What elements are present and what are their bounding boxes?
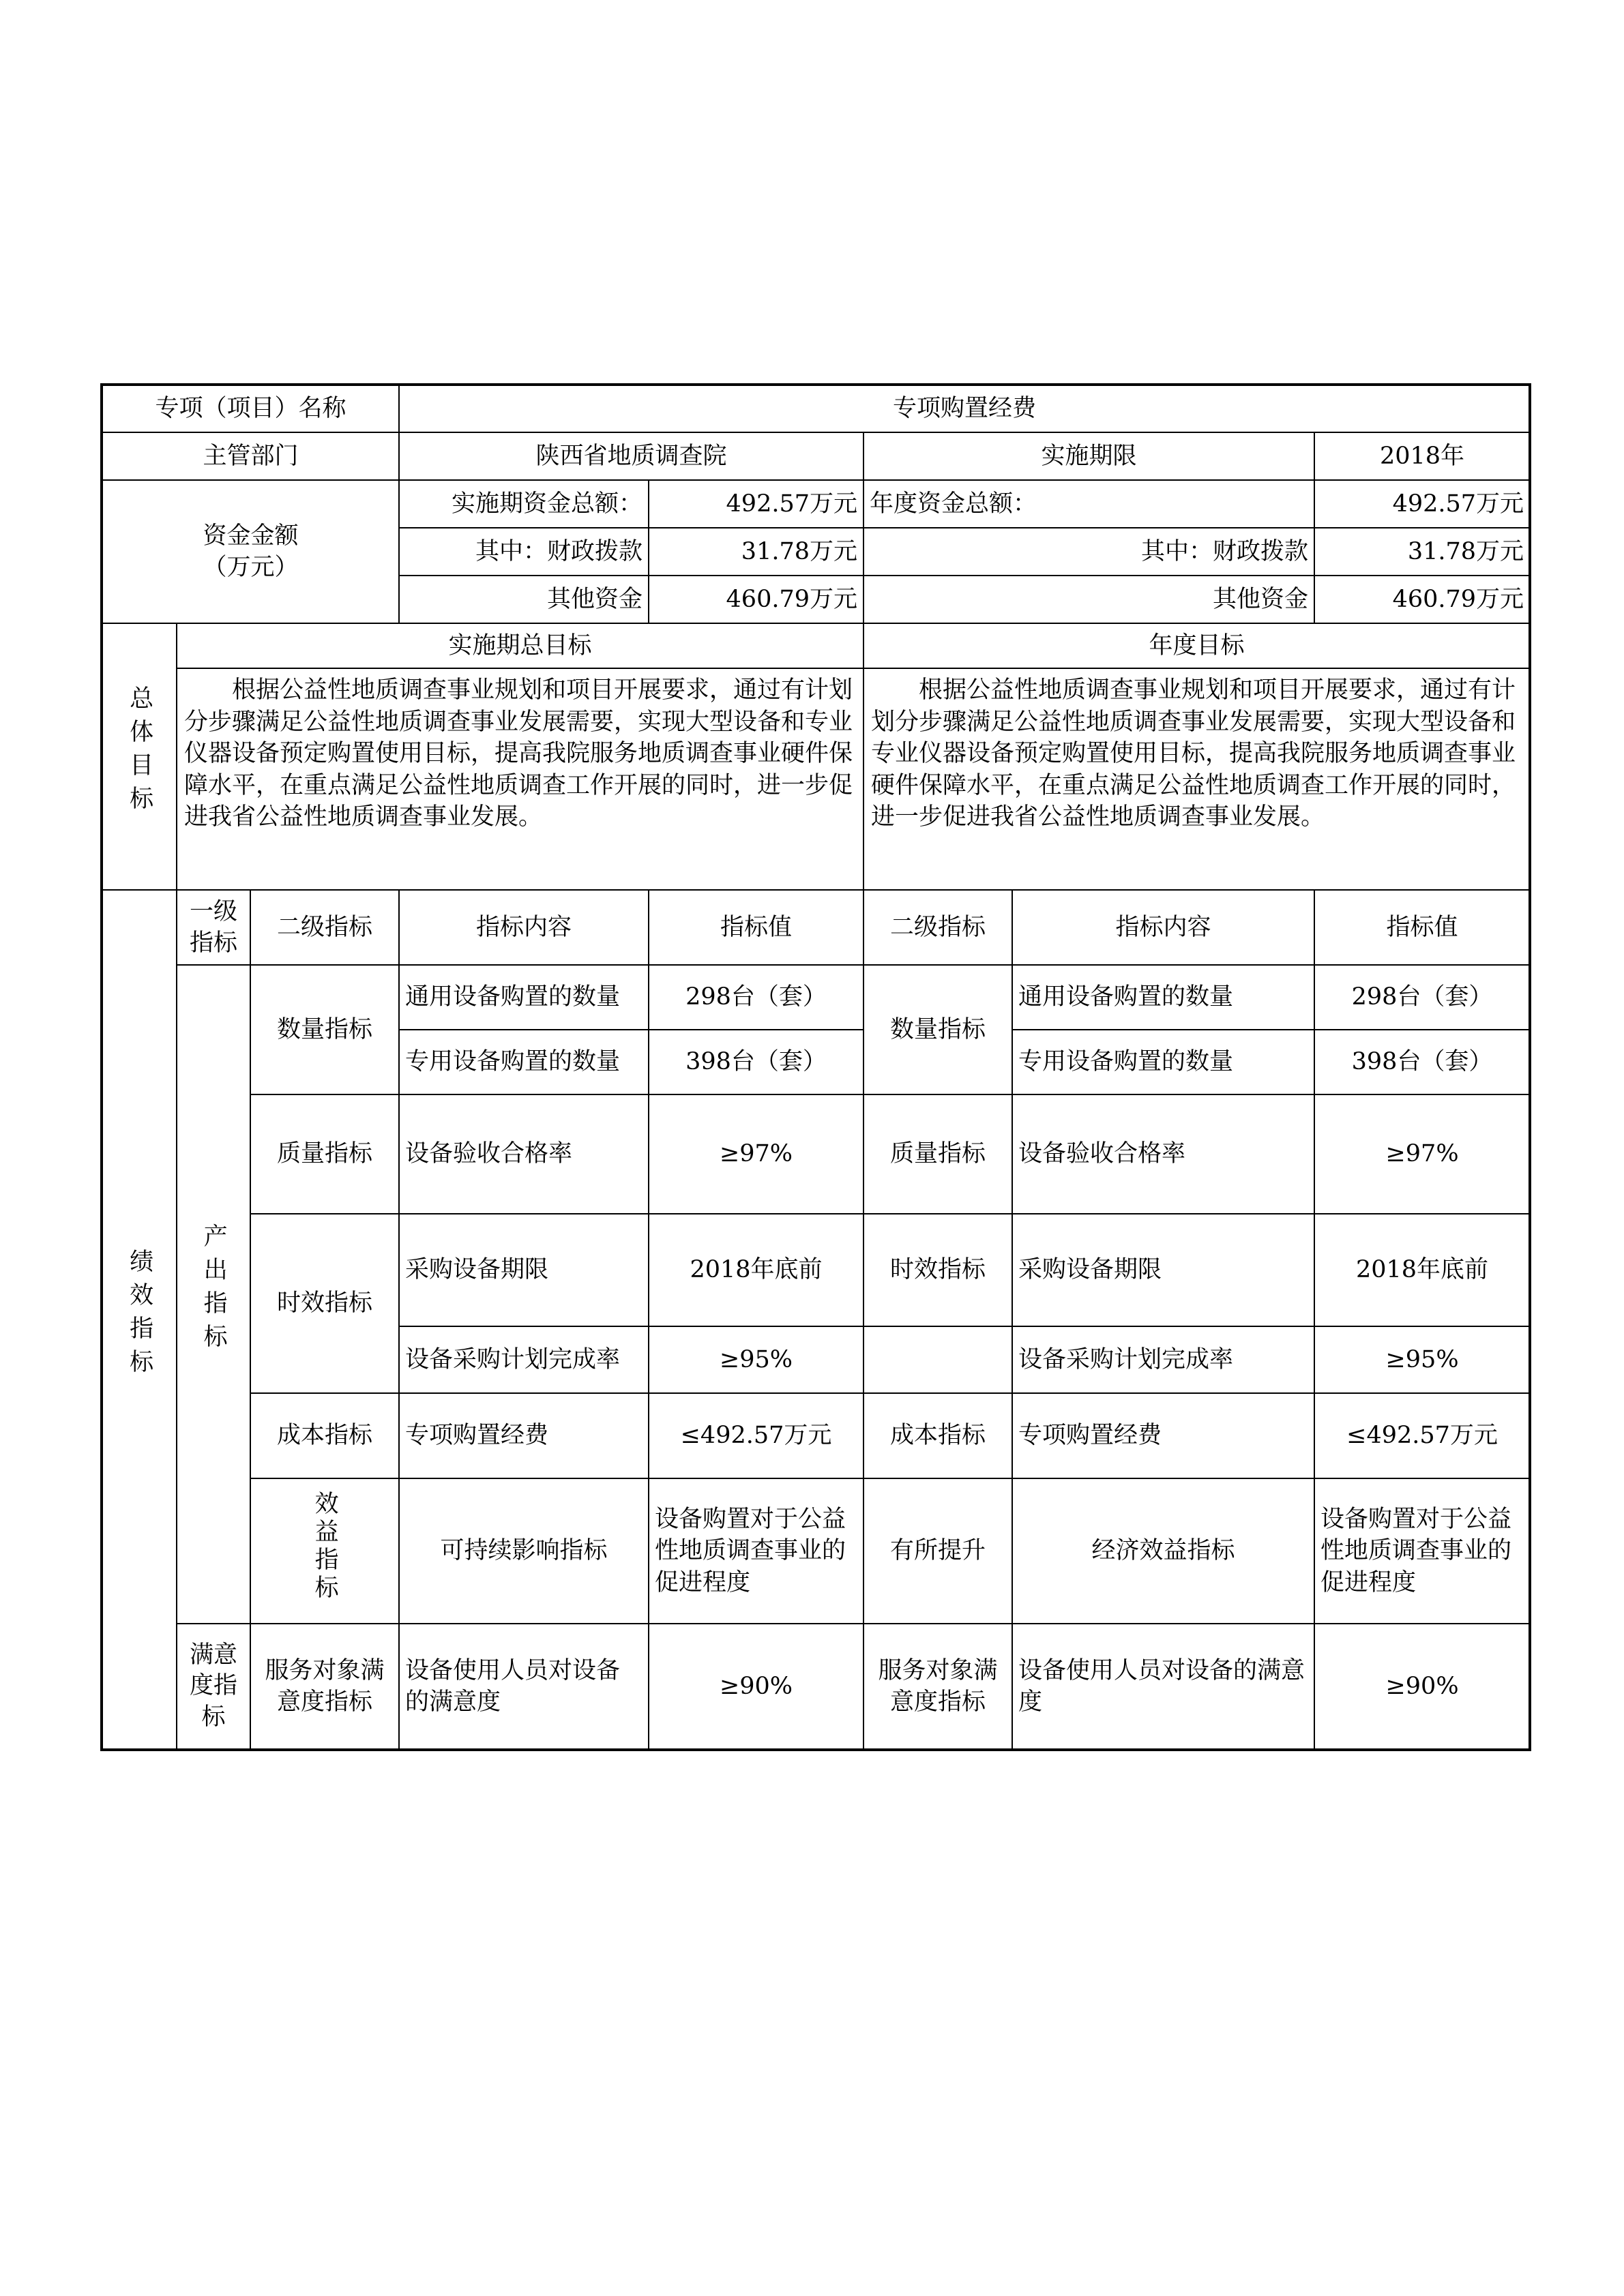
funds-label-line2: （万元） xyxy=(203,554,299,581)
quantity-r1-content: 通用设备购置的数量 xyxy=(399,965,649,1030)
output-label: 产出指标 xyxy=(200,1223,228,1357)
project-name-value: 专项购置经费 xyxy=(399,385,1530,432)
total-funds-label: 实施期资金总额： xyxy=(399,480,649,528)
satisfaction-label: 满意度指标 xyxy=(189,1641,237,1731)
content-header: 指标内容 xyxy=(399,890,649,965)
satisfaction-content: 设备使用人员对设备的满意度 xyxy=(399,1624,649,1750)
satisfaction-row xyxy=(102,1624,1530,1750)
performance-target-table xyxy=(100,383,1531,1751)
timeliness-r2-content: 设备采购计划完成率 xyxy=(399,1326,649,1393)
timeliness-r1-content-annual: 采购设备期限 xyxy=(1012,1214,1314,1326)
cost-label-annual: 成本指标 xyxy=(863,1393,1012,1478)
timeliness-r1-content: 采购设备期限 xyxy=(399,1214,649,1326)
quantity-r2-value: 398台（套） xyxy=(649,1030,863,1094)
period-value: 2018年 xyxy=(1314,432,1530,480)
department-row xyxy=(102,432,1530,480)
fiscal-funds-label: 其中：财政拨款 xyxy=(399,528,649,576)
perf-side-label: 绩效指标 xyxy=(126,1248,153,1382)
annual-total-funds-value: 492.57万元 xyxy=(1314,480,1530,528)
cost-value: ≤492.57万元 xyxy=(649,1393,863,1478)
timeliness-label-annual: 时效指标 xyxy=(863,1214,1012,1326)
fiscal-funds-value: 31.78万元 xyxy=(649,528,863,576)
cost-content-annual: 专项购置经费 xyxy=(1012,1393,1314,1478)
output-label-cell xyxy=(177,965,250,1624)
funds-label xyxy=(102,480,399,623)
cost-row xyxy=(102,1393,1530,1478)
satisfaction-value-annual: ≥90% xyxy=(1314,1624,1530,1750)
annual-other-funds-value: 460.79万元 xyxy=(1314,576,1530,623)
annual-fiscal-funds-label: 其中：财政拨款 xyxy=(863,528,1314,576)
period-goal-text-cell xyxy=(177,668,863,890)
benefit-label: 效益指标 xyxy=(311,1491,339,1603)
annual-fiscal-funds-value: 31.78万元 xyxy=(1314,528,1530,576)
annual-goal-text-cell xyxy=(863,668,1530,890)
satisfaction-content-annual: 设备使用人员对设备的满意度 xyxy=(1012,1624,1314,1750)
timeliness-r2-value: ≥95% xyxy=(649,1326,863,1393)
benefit-level2-label-annual: 经济效益指标 xyxy=(1012,1478,1314,1624)
quality-value: ≥97% xyxy=(649,1094,863,1214)
timeliness-r1-value-annual: 2018年底前 xyxy=(1314,1214,1530,1326)
other-funds-label: 其他资金 xyxy=(399,576,649,623)
quality-content: 设备验收合格率 xyxy=(399,1094,649,1214)
benefit-content: 设备购置对于公益性地质调查事业的促进程度 xyxy=(649,1478,863,1624)
funds-label-line1: 资金金额 xyxy=(203,522,299,550)
quality-value-annual: ≥97% xyxy=(1314,1094,1530,1214)
quantity-r1-content-annual: 通用设备购置的数量 xyxy=(1012,965,1314,1030)
cost-content: 专项购置经费 xyxy=(399,1393,649,1478)
period-goal-header: 实施期总目标 xyxy=(177,623,863,668)
quality-label: 质量指标 xyxy=(250,1094,399,1214)
cost-label: 成本指标 xyxy=(250,1393,399,1478)
quality-label-annual: 质量指标 xyxy=(863,1094,1012,1214)
quantity-r1-value-annual: 298台（套） xyxy=(1314,965,1530,1030)
level1-header: 一级指标 xyxy=(177,890,250,965)
annual-goal-header: 年度目标 xyxy=(863,623,1530,668)
benefit-row xyxy=(102,1478,1530,1624)
timeliness-row-1 xyxy=(102,1214,1530,1326)
benefit-level2-label: 可持续影响指标 xyxy=(399,1478,649,1624)
period-label: 实施期限 xyxy=(863,432,1314,480)
quantity-label: 数量指标 xyxy=(250,965,399,1094)
benefit-content-annual: 设备购置对于公益性地质调查事业的促进程度 xyxy=(1314,1478,1530,1624)
timeliness-label: 时效指标 xyxy=(250,1214,399,1393)
perf-side-label-cell xyxy=(102,890,177,1750)
quantity-r1-value: 298台（套） xyxy=(649,965,863,1030)
content-header-annual: 指标内容 xyxy=(1012,890,1314,965)
perf-header-row xyxy=(102,890,1530,965)
quantity-label-annual: 数量指标 xyxy=(863,965,1012,1094)
cost-value-annual: ≤492.57万元 xyxy=(1314,1393,1530,1478)
quality-row xyxy=(102,1094,1530,1214)
goals-header-row xyxy=(102,623,1530,668)
benefit-label-cell xyxy=(250,1478,399,1624)
department-label: 主管部门 xyxy=(102,432,399,480)
timeliness-r1-value: 2018年底前 xyxy=(649,1214,863,1326)
quality-content-annual: 设备验收合格率 xyxy=(1012,1094,1314,1214)
level2-header: 二级指标 xyxy=(250,890,399,965)
project-name-row xyxy=(102,385,1530,432)
satisfaction-value: ≥90% xyxy=(649,1624,863,1750)
performance-target-table-sheet xyxy=(100,383,1529,1746)
annual-goal-text: 根据公益性地质调查事业规划和项目开展要求，通过有计划分步骤满足公益性地质调查事业发展需要，实现大型设备和专业仪器设备预定购置使用目标，提高我院服务地质调查事业硬件保障水平，在重点满足公益性地质调查工作开展的同时，进一步促进我省公益性地质调查事业发展。 xyxy=(871,676,1516,831)
value-header: 指标值 xyxy=(649,890,863,965)
quantity-r2-content-annual: 专用设备购置的数量 xyxy=(1012,1030,1314,1094)
goals-text-row xyxy=(102,668,1530,890)
department-value: 陕西省地质调查院 xyxy=(399,432,863,480)
goals-side-label-cell xyxy=(102,623,177,890)
other-funds-value: 460.79万元 xyxy=(649,576,863,623)
annual-total-funds-label: 年度资金总额： xyxy=(863,480,1314,528)
timeliness-r2-content-annual: 设备采购计划完成率 xyxy=(1012,1326,1314,1393)
quantity-r2-content: 专用设备购置的数量 xyxy=(399,1030,649,1094)
value-header-annual: 指标值 xyxy=(1314,890,1530,965)
satisfaction-label-cell xyxy=(177,1624,250,1750)
level2-header-annual: 二级指标 xyxy=(863,890,1012,965)
goals-side-label: 总体目标 xyxy=(126,685,153,820)
satisfaction-level2-label-annual: 服务对象满意度指标 xyxy=(863,1624,1012,1750)
benefit-value: 有所提升 xyxy=(863,1478,1012,1624)
project-name-label: 专项（项目）名称 xyxy=(102,385,399,432)
period-goal-text: 根据公益性地质调查事业规划和项目开展要求，通过有计划分步骤满足公益性地质调查事业发展需要，实现大型设备和专业仪器设备预定购置使用目标，提高我院服务地质调查事业硬件保障水平，在重点满足公益性地质调查工作开展的同时，进一步促进我省公益性地质调查事业发展。 xyxy=(184,676,853,831)
funds-row-total xyxy=(102,480,1530,528)
quantity-r2-value-annual: 398台（套） xyxy=(1314,1030,1530,1094)
annual-other-funds-label: 其他资金 xyxy=(863,576,1314,623)
satisfaction-level2-label: 服务对象满意度指标 xyxy=(250,1624,399,1750)
quantity-row-1 xyxy=(102,965,1530,1030)
total-funds-value: 492.57万元 xyxy=(649,480,863,528)
timeliness-r2-label-annual-empty xyxy=(863,1326,1012,1393)
timeliness-r2-value-annual: ≥95% xyxy=(1314,1326,1530,1393)
